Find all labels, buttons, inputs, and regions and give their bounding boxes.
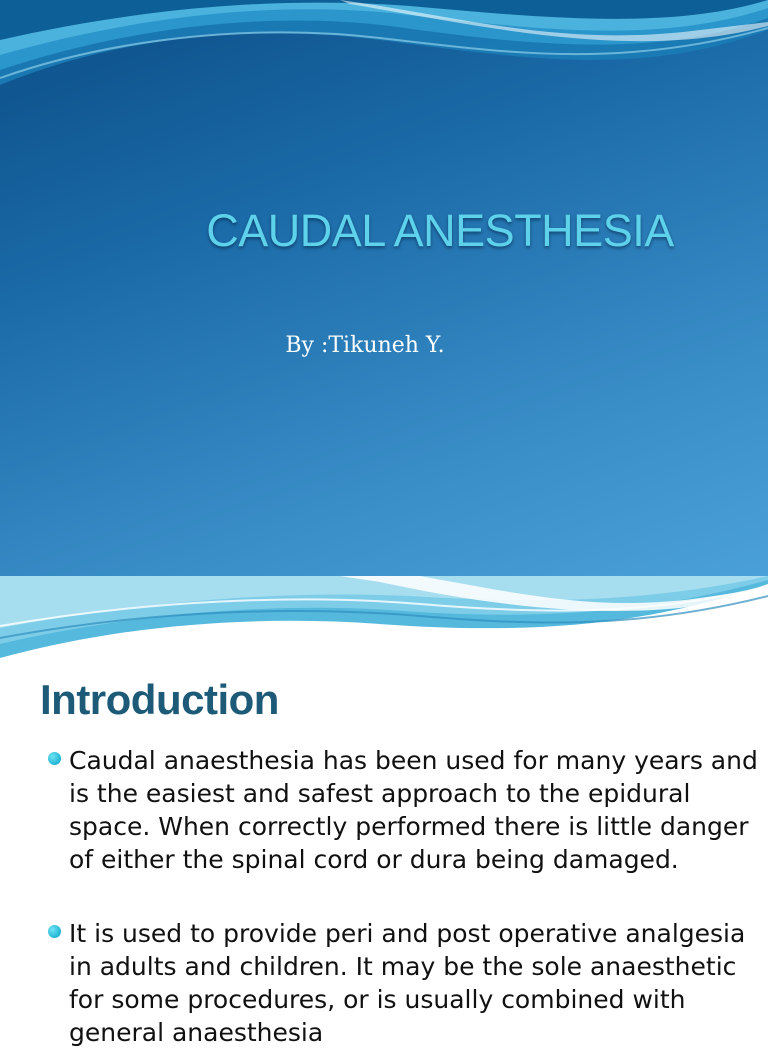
bullet-text: Caudal anaesthesia has been used for many years and is the easiest and safest approach to the epidural space. When correctly performed there is little danger of either the spinal cord or dura being damaged. bbox=[69, 746, 758, 874]
header-wave-decoration bbox=[0, 0, 768, 120]
slide-heading: Introduction bbox=[40, 676, 279, 723]
bullet-text: It is used to provide peri and post operative analgesia in adults and children. It may be the sole anaesthetic for some procedures, or is usually combined with general anaesthesia bbox=[69, 919, 746, 1047]
slide-title: CAUDAL ANESTHESIA bbox=[206, 205, 674, 256]
header-wave-decoration bbox=[0, 576, 768, 671]
bullet-item bbox=[48, 917, 758, 1049]
slide-subtitle: By :Tikuneh Y. bbox=[285, 333, 445, 358]
bullet-dot-icon bbox=[48, 925, 61, 938]
bullet-dot-icon bbox=[48, 752, 61, 765]
bullet-item bbox=[48, 744, 758, 876]
